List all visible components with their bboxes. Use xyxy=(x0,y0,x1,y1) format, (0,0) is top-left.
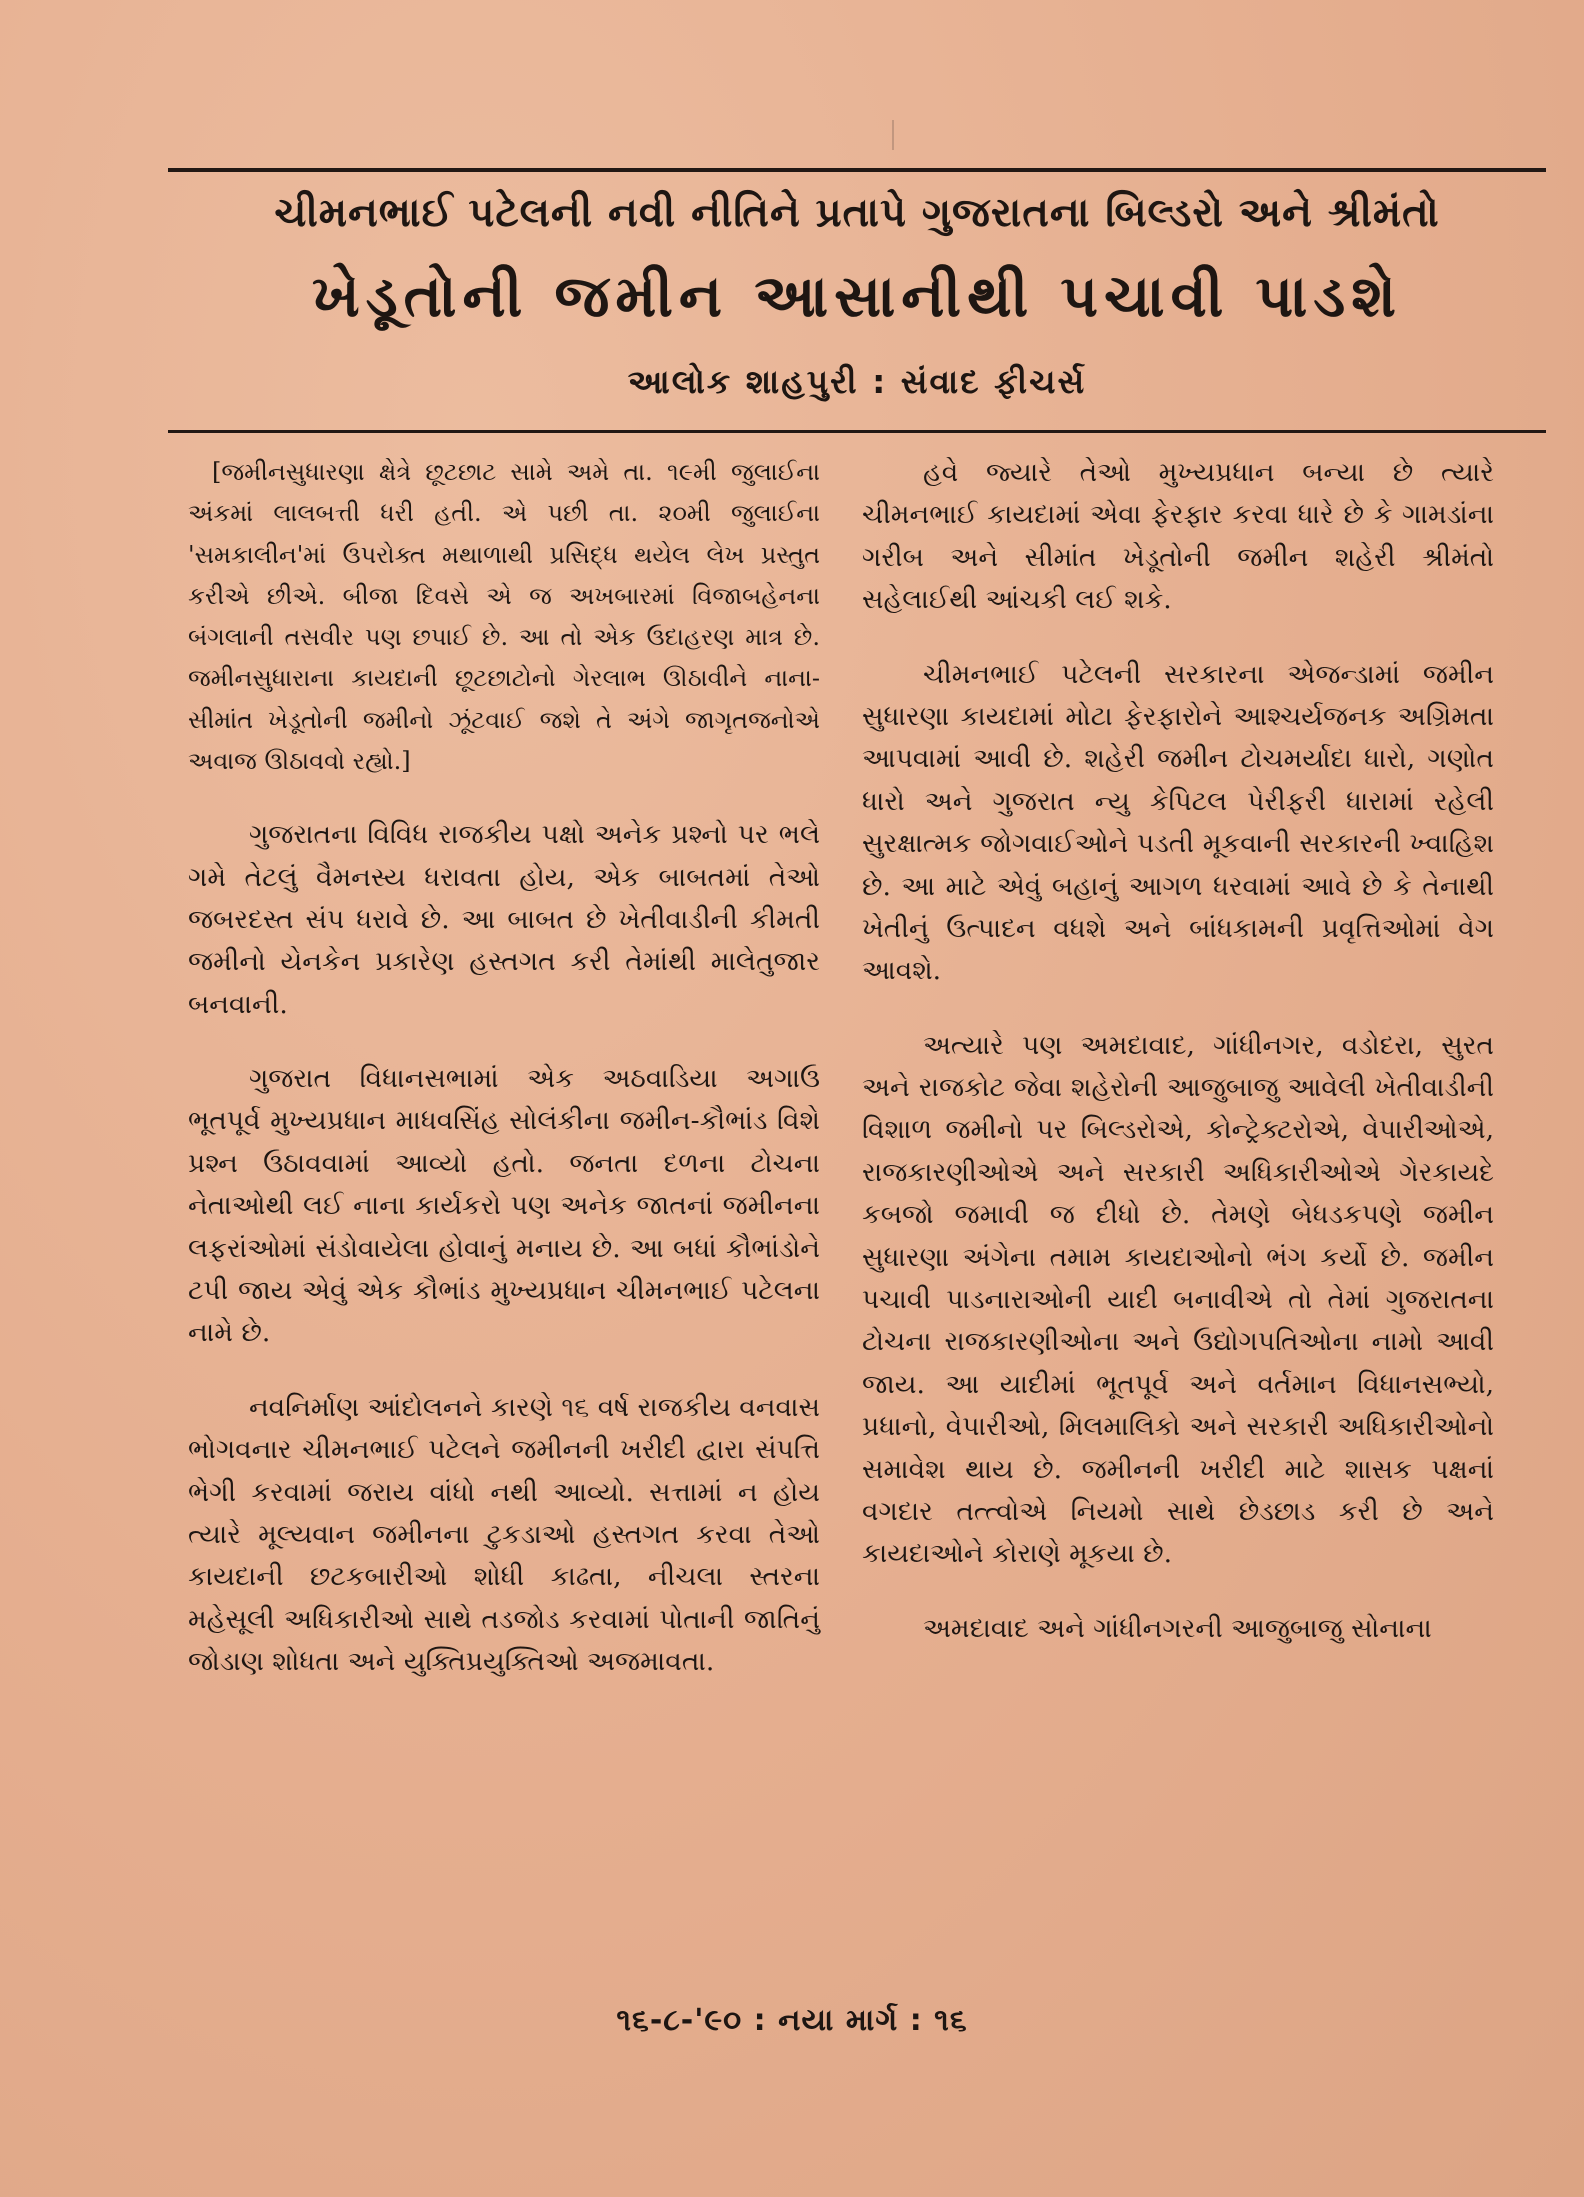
byline: આલોક શાહપુરી : સંવાદ ફીચર્સ xyxy=(627,362,1087,401)
body-paragraph: અમદાવાદ અને ગાંધીનગરની આજુબાજુ સોનાના xyxy=(922,1612,1432,1644)
left-column xyxy=(188,452,820,1716)
top-rule xyxy=(168,168,1546,172)
editor-note-paragraph: [જમીનસુધારણા ક્ષેત્રે છૂટછાટ સામે અમે તા. ૧૯મી જુલાઈના અંકમાં લાલબત્તી ધરી હતી. એ પછી તા. ૨૦મી જુલાઈના 'સમકાલીન'માં ઉપરોક્ત મથાળાથી પ્રસિદ્ધ થયેલ લેખ પ્રસ્તુત કરીએ છીએ. બીજા દિવસે એ જ અખબારમાં વિજાબહેનના બંગલાની તસવીર પણ છપાઈ છે. આ તો એક ઉદાહરણ માત્ર છે. જમીનસુધારાના કાયદાની છૂટછાટોનો ગેરલાભ ઊઠાવીને નાના-સીમાંત ખેડૂતોની જમીનો ઝૂંટવાઈ જશે તે અંગે જાગૃતજનોએ અવાજ ઊઠાવવો રહ્યો.] xyxy=(188,458,820,775)
right-column xyxy=(862,452,1494,1682)
body-paragraph: ચીમનભાઈ પટેલની સરકારના એજન્ડામાં જમીન સુધારણા કાયદામાં મોટા ફેરફારોને આશ્ચર્યજનક અગ્રિમતા આપવામાં આવી છે. શહેરી જમીન ટોચમર્યાદા ધારો, ગણોત ધારો અને ગુજરાત ન્યુ કેપિટલ પેરીફરી ધારામાં રહેલી સુરક્ષાત્મક જોગવાઈઓને પડતી મૂકવાની સરકારની ખ્વાહિશ છે. આ માટે એવું બહાનું આગળ ધરવામાં આવે છે કે તેનાથી ખેતીનું ઉત્પાદન વધશે અને બાંધકામની પ્રવૃત્તિઓમાં વેગ આવશે. xyxy=(862,658,1494,987)
page-footer: ૧૬-૮-'૯૦ : નયા માર્ગ : ૧૬ xyxy=(616,2003,968,2038)
body-paragraph: અત્યારે પણ અમદાવાદ, ગાંધીનગર, વડોદરા, સુરત અને રાજકોટ જેવા શહેરોની આજુબાજુ આવેલી ખેતીવાડીની વિશાળ જમીનો પર બિલ્ડરોએ, કોન્ટ્રેક્ટરોએ, વેપારીઓએ, રાજકારણીઓએ અને સરકારી અધિકારીઓએ ગેરકાયદે કબજો જમાવી જ દીધો છે. તેમણે બેધડકપણે જમીન સુધારણા અંગેના તમામ કાયદાઓનો ભંગ કર્યો છે. જમીન પચાવી પાડનારાઓની યાદી બનાવીએ તો તેમાં ગુજરાતના ટોચના રાજકારણીઓના અને ઉદ્યોગપતિઓના નામો આવી જાય. આ યાદીમાં ભૂતપૂર્વ અને વર્તમાન વિધાનસભ્યો, પ્રધાનો, વેપારીઓ, મિલમાલિકો અને સરકારી અધિકારીઓનો સમાવેશ થાય છે. જમીનની ખરીદી માટે શાસક પક્ષનાં વગદાર તત્ત્વોએ નિયમો સાથે છેડછાડ કરી છે અને કાયદાઓને કોરાણે મૂકયા છે. xyxy=(862,1029,1494,1570)
headline-title: ખેડૂતોની જમીન આસાનીથી પચાવી પાડશે xyxy=(312,262,1402,330)
body-paragraph: ગુજરાત વિધાનસભામાં એક અઠવાડિયા અગાઉ ભૂતપૂર્વ મુખ્યપ્રધાન માધવસિંહ સોલંકીના જમીન-કૌભાંડ વિશે પ્રશ્ન ઉઠાવવામાં આવ્યો હતો. જનતા દળના ટોચના નેતાઓથી લઈ નાના કાર્યકરો પણ અનેક જાતનાં જમીનના લફરાંઓમાં સંડોવાયેલા હોવાનું મનાય છે. આ બધાં કૌભાંડોને ટપી જાય એવું એક કૌભાંડ મુખ્યપ્રધાન ચીમનભાઈ પટેલના નામે છે. xyxy=(188,1063,820,1349)
body-paragraph: હવે જ્યારે તેઓ મુખ્યપ્રધાન બન્યા છે ત્યારે ચીમનભાઈ કાયદામાં એવા ફેરફાર કરવા ધારે છે કે ગામડાંના ગરીબ અને સીમાંત ખેડૂતોની જમીન શહેરી શ્રીમંતો સહેલાઈથી આંચકી લઈ શકે. xyxy=(862,457,1494,616)
header-bottom-rule xyxy=(168,430,1546,433)
body-paragraph: નવનિર્માણ આંદોલનને કારણે ૧૬ વર્ષ રાજકીય વનવાસ ભોગવનાર ચીમનભાઈ પટેલને જમીનની ખરીદી દ્વારા સંપત્તિ ભેગી કરવામાં જરાય વાંધો નથી આવ્યો. સત્તામાં ન હોય ત્યારે મૂલ્યવાન જમીનના ટુકડાઓ હસ્તગત કરવા તેઓ કાયદાની છટકબારીઓ શોધી કાઢતા, નીચલા સ્તરના મહેસૂલી અધિકારીઓ સાથે તડજોડ કરવામાં પોતાની જાતિનું જોડાણ શોધતા અને યુક્તિપ્રયુક્તિઓ અજમાવતા. xyxy=(188,1391,820,1678)
page-scan-mark xyxy=(892,120,894,150)
headline-kicker: ચીમનભાઈ પટેલની નવી નીતિને પ્રતાપે ગુજરાતના બિલ્ડરો અને શ્રીમંતો xyxy=(274,190,1440,236)
body-paragraph: ગુજરાતના વિવિધ રાજકીય પક્ષો અનેક પ્રશ્નો પર ભલે ગમે તેટલું વૈમનસ્ય ધરાવતા હોય, એક બાબતમાં તેઓ જબરદસ્ત સંપ ધરાવે છે. આ બાબત છે ખેતીવાડીની કીમતી જમીનો યેનકેન પ્રકારેણ હસ્તગત કરી તેમાંથી માલેતુજાર બનવાની. xyxy=(188,819,820,1020)
